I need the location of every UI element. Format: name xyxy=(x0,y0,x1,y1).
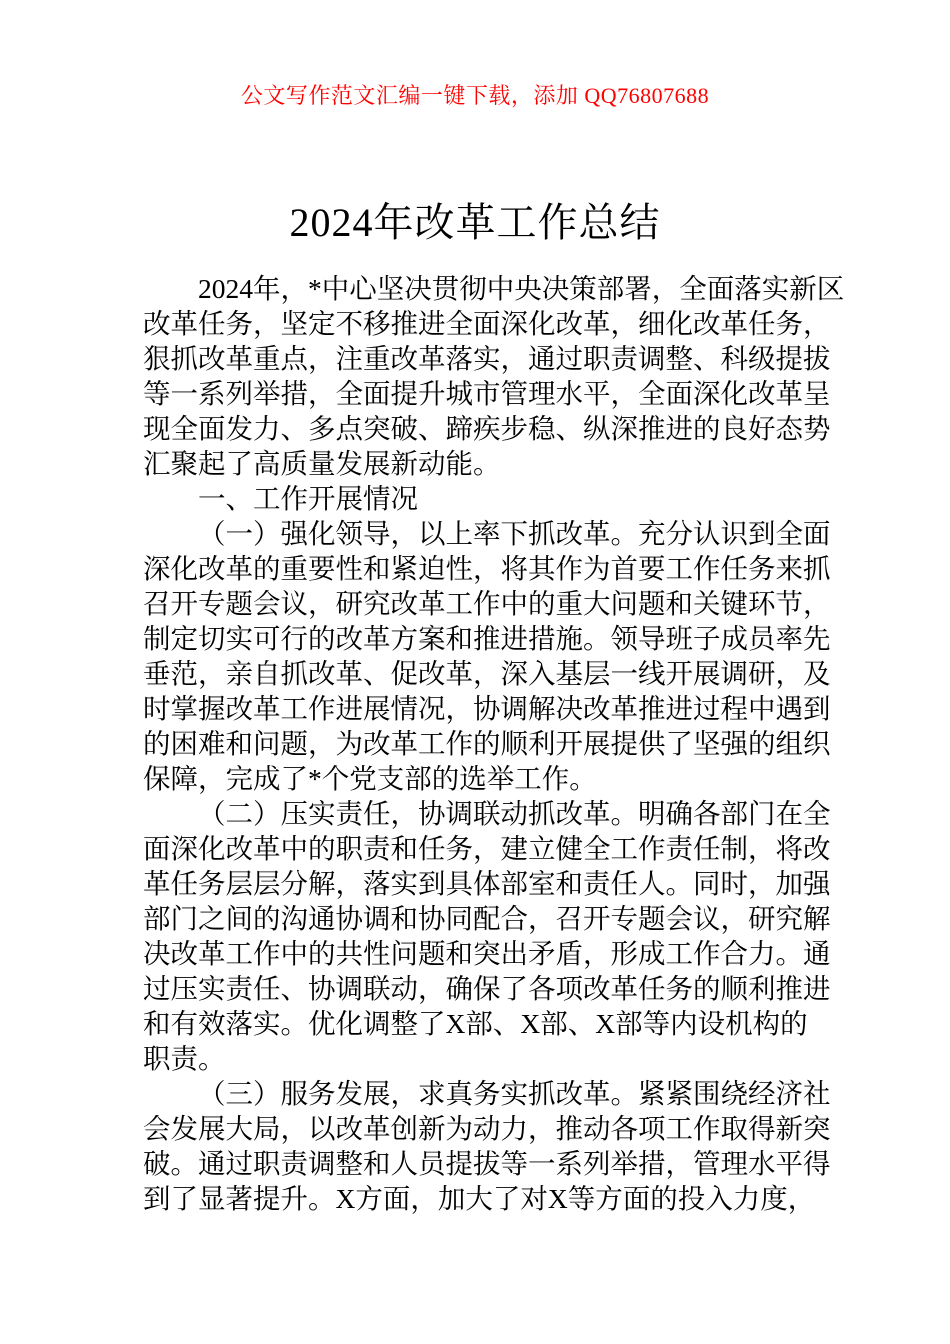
body-paragraph xyxy=(143,516,831,796)
text-line: 的困难和问题，为改革工作的顺利开展提供了坚强的组织 xyxy=(143,728,831,759)
text-line: 召开专题会议，研究改革工作中的重大问题和关键环节， xyxy=(143,588,831,619)
body-paragraph xyxy=(143,796,831,1076)
text-line: 深化改革的重要性和紧迫性，将其作为首要工作任务来抓 xyxy=(143,553,831,584)
text-line: （一）强化领导，以上率下抓改革。充分认识到全面 xyxy=(198,518,831,549)
text-line: （三）服务发展，求真务实抓改革。紧紧围绕经济社 xyxy=(198,1078,831,1109)
text-line: 制定切实可行的改革方案和推进措施。领导班子成员率先 xyxy=(143,623,831,654)
text-line: 2024年，*中心坚决贯彻中央决策部署，全面落实新区 xyxy=(198,273,845,304)
text-line: 改革任务，坚定不移推进全面深化改革，细化改革任务， xyxy=(143,308,831,339)
promo-banner-text: 公文写作范文汇编一键下载，添加 QQ76807688 xyxy=(240,83,710,108)
text-line: 等一系列举措，全面提升城市管理水平，全面深化改革呈 xyxy=(143,378,831,409)
text-line: 和有效落实。优化调整了X部、X部、X部等内设机构的 xyxy=(143,1008,808,1039)
text-line: 部门之间的沟通协调和协同配合，召开专题会议，研究解 xyxy=(143,903,831,934)
document-title: 2024年改革工作总结 xyxy=(289,199,661,245)
text-line: 现全面发力、多点突破、蹄疾步稳、纵深推进的良好态势 xyxy=(143,413,831,444)
text-line: 到了显著提升。X方面，加大了对X等方面的投入力度， xyxy=(143,1183,816,1214)
text-line: 决改革工作中的共性问题和突出矛盾，形成工作合力。通 xyxy=(143,938,831,969)
text-line: 过压实责任、协调联动，确保了各项改革任务的顺利推进 xyxy=(143,973,831,1004)
text-line: 职责。 xyxy=(143,1043,226,1074)
section-heading xyxy=(143,481,815,516)
text-line: 破。通过职责调整和人员提拔等一系列举措，管理水平得 xyxy=(143,1148,831,1179)
document-body xyxy=(143,271,845,1216)
text-line: 时掌握改革工作进展情况，协调解决改革推进过程中遇到 xyxy=(143,693,831,724)
text-line: 狠抓改革重点，注重改革落实，通过职责调整、科级提拔 xyxy=(143,343,831,374)
text-line: 一、工作开展情况 xyxy=(198,483,418,514)
text-line: 革任务层层分解，落实到具体部室和责任人。同时，加强 xyxy=(143,868,831,899)
text-line: 会发展大局，以改革创新为动力，推动各项工作取得新突 xyxy=(143,1113,831,1144)
text-line: 面深化改革中的职责和任务，建立健全工作责任制，将改 xyxy=(143,833,831,864)
text-line: 垂范，亲自抓改革、促改革，深入基层一线开展调研，及 xyxy=(143,658,831,689)
text-line: 保障，完成了*个党支部的选举工作。 xyxy=(143,763,597,794)
text-line: 汇聚起了高质量发展新动能。 xyxy=(143,448,501,479)
text-line: （二）压实责任，协调联动抓改革。明确各部门在全 xyxy=(198,798,831,829)
body-paragraph xyxy=(143,1076,831,1216)
body-paragraph xyxy=(143,271,845,481)
